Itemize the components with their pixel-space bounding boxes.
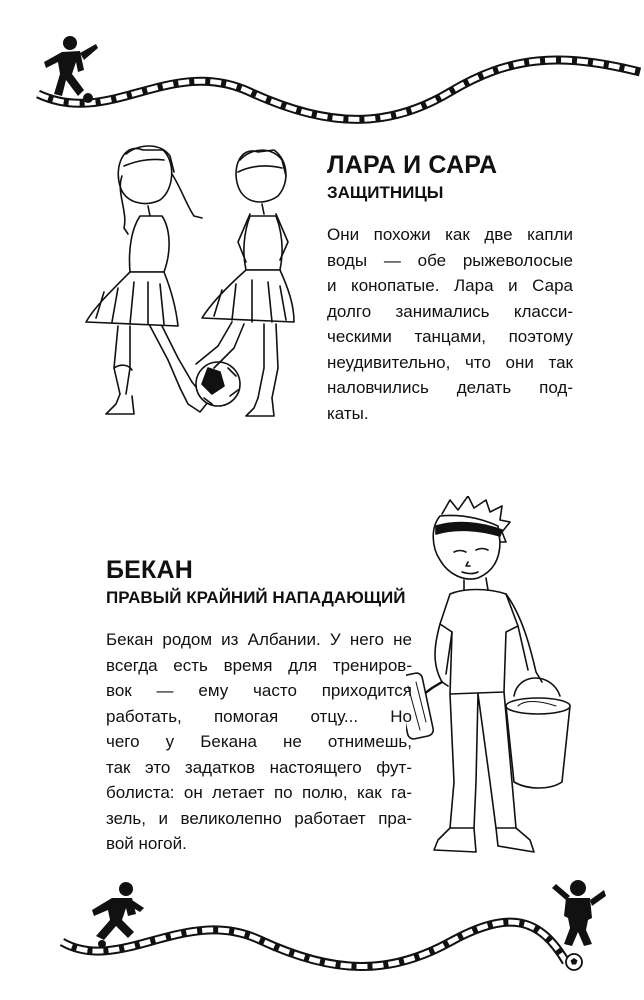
soccer-ball-icon xyxy=(564,952,584,972)
profile-name: БЕКАН xyxy=(106,556,194,584)
description-line: так это задатков настоящего фут- xyxy=(106,757,412,777)
description-line: чего у Бекана не отнимешь, xyxy=(106,732,412,751)
profile-description xyxy=(327,222,573,426)
description-line: и конопатые. Лара и Сара xyxy=(327,276,573,295)
soccer-player-silhouette-icon-2 xyxy=(82,880,148,950)
description-line: зель, и великолепно работает пра- xyxy=(106,808,412,828)
profile-name: ЛАРА И САРА xyxy=(327,151,498,179)
profile-role: ПРАВЫЙ КРАЙНИЙ НАПАДАЮЩИЙ xyxy=(106,588,406,607)
description-line: наловчились делать под- xyxy=(327,378,573,397)
description-line: воды — обе рыжеволосые xyxy=(327,250,573,270)
description-line: долго занимались класси- xyxy=(327,301,573,321)
description-line: вой ногой. xyxy=(106,834,187,853)
description-line: вок — ему часто приходится xyxy=(106,681,412,700)
profile-lara-sara xyxy=(327,150,573,426)
description-line: работать, помогая отцу... Но xyxy=(106,706,412,726)
top-wavy-border xyxy=(38,60,640,119)
description-line: болиста: он летает по полю, как га- xyxy=(106,783,412,802)
profile-description xyxy=(106,627,412,857)
description-line: каты. xyxy=(327,403,369,423)
description-line: Они похожи как две капли xyxy=(327,225,573,244)
bekan-illustration xyxy=(406,496,582,864)
description-line: ческими танцами, поэтому xyxy=(327,327,573,346)
goalkeeper-silhouette-icon xyxy=(548,878,608,950)
description-line: неудивительно, что они так xyxy=(327,352,573,372)
lara-and-sara-illustration xyxy=(68,132,304,428)
soccer-player-silhouette-icon xyxy=(40,34,100,106)
profile-role: ЗАЩИТНИЦЫ xyxy=(327,183,444,202)
description-line: всегда есть время для трениров- xyxy=(106,655,412,675)
description-line: Бекан родом из Албании. У него не xyxy=(106,630,412,649)
profile-bekan xyxy=(106,555,412,857)
